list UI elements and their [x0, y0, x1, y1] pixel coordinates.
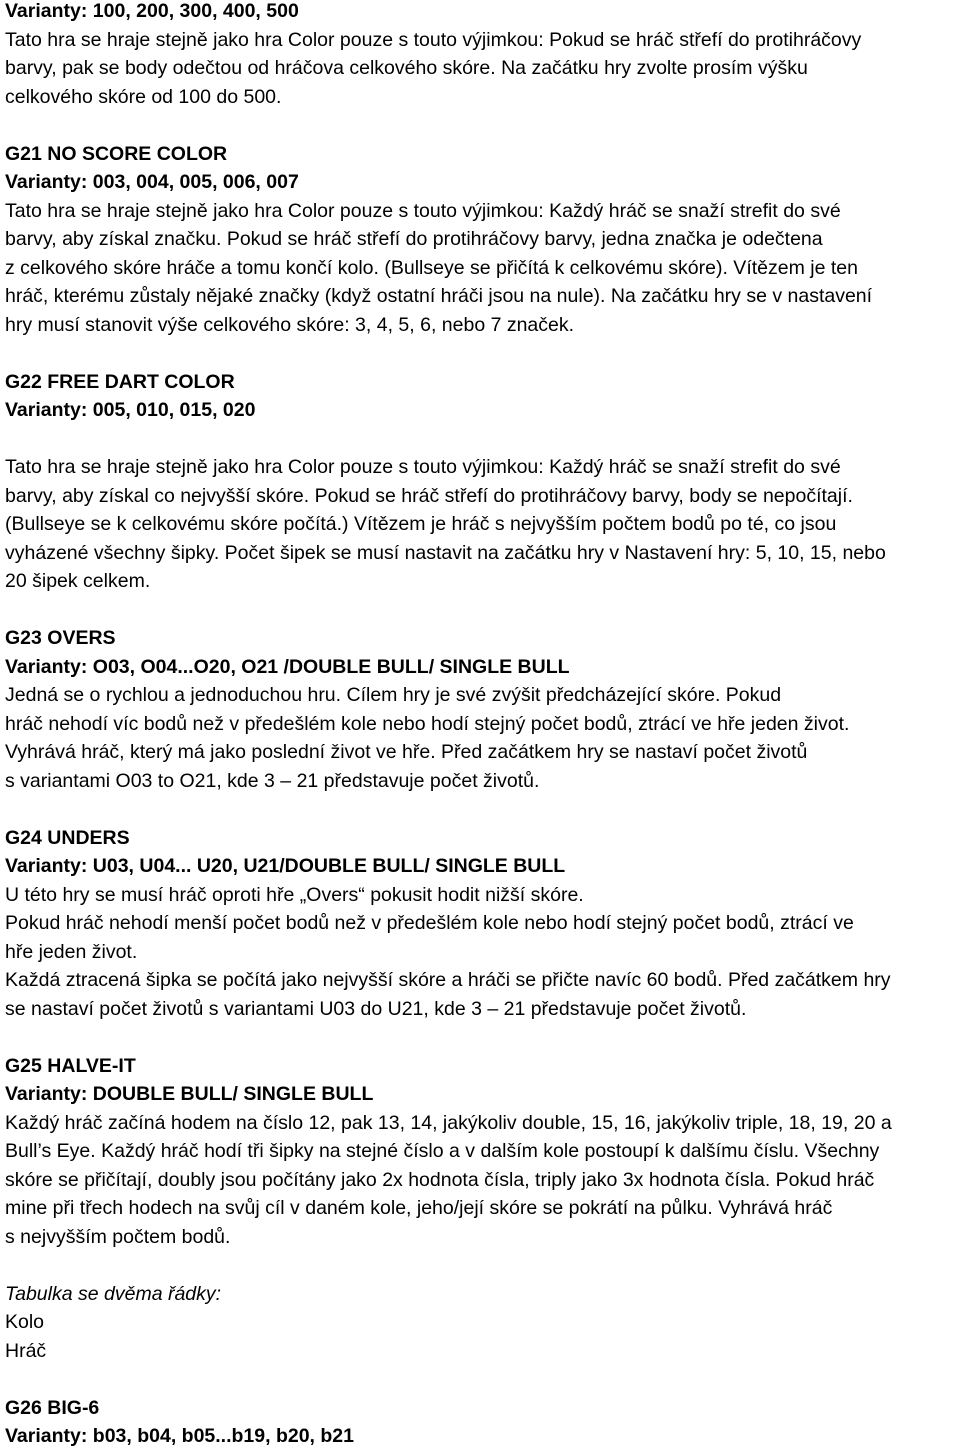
section-title: G26 BIG-6 [5, 1396, 100, 1419]
paragraph-line: z celkového skóre hráče a tomu končí kolo. (Bullseye se přičítá k celkovému skóre). Vítězem je ten [5, 256, 858, 279]
section-intro [5, 0, 956, 111]
paragraph-line: hráč, kterému zůstaly nějaké značky (když ostatní hráči jsou na nule). Na začátku hry se v nastavení [5, 285, 873, 307]
section-g21 [5, 140, 956, 340]
spacer [5, 111, 956, 140]
variants-line: Varianty: 005, 010, 015, 020 [5, 399, 256, 421]
paragraph-line: se nastaví počet životů s variantami U03 do U21, kde 3 – 21 představuje počet životů. [5, 997, 747, 1020]
section-title: G24 UNDERS [5, 826, 130, 849]
paragraph-line: mine při třech hodech na svůj cíl v daném kole, jeho/její skóre se pokrátí na půlku. Vyhrává hráč [5, 1197, 833, 1219]
paragraph-line: s variantami O03 to O21, kde 3 – 21 představuje počet životů. [5, 769, 540, 792]
section-title: G21 NO SCORE COLOR [5, 142, 228, 165]
spacer [5, 795, 956, 824]
paragraph-line: Bull’s Eye. Každý hráč hodí tři šipky na stejné číslo a v dalším kole postoupí k dalšímu číslu. Všechny [5, 1140, 880, 1162]
table-row-label: Hráč [5, 1339, 47, 1362]
paragraph-line: Pokud hráč nehodí menší počet bodů než v předešlém kole nebo hodí stejný počet bodů, ztrácí ve [5, 912, 854, 934]
paragraph-line: Jedná se o rychlou a jednoduchou hru. Cílem hry je své zvýšit předcházející skóre. Pokud [5, 684, 782, 706]
paragraph-line: skóre se přičítají, doubly jsou počítány jako 2x hodnota čísla, triply jako 3x hodnota čísla. Pokud hráč [5, 1168, 875, 1191]
spacer [5, 425, 956, 454]
paragraph-line: Tato hra se hraje stejně jako hra Color pouze s touto výjimkou: Každý hráč se snaží strefit do své [5, 456, 841, 478]
paragraph-line: barvy, aby získal značku. Pokud se hráč střefí do protihráčovy barvy, jedna značka je odečtena [5, 228, 823, 250]
variants-line: Varianty: 100, 200, 300, 400, 500 [5, 0, 299, 22]
spacer [5, 596, 956, 625]
section-g24 [5, 824, 956, 1024]
paragraph-line: (Bullseye se k celkovému skóre počítá.) Vítězem je hráč s nejvyšším počtem bodů po té, co jsou [5, 513, 837, 535]
section-title: G23 OVERS [5, 627, 116, 649]
section-g23 [5, 624, 956, 795]
paragraph-line: Každá ztracená šipka se počítá jako nejvyšší skóre a hráči se přičte navíc 60 bodů. Před začátkem hry [5, 969, 891, 991]
paragraph-line: vyházené všechny šipky. Počet šipek se musí nastavit na začátku hry v Nastavení hry: 5, 10, 15, nebo [5, 541, 886, 564]
paragraph-line: Každý hráč začíná hodem na číslo 12, pak 13, 14, jakýkoliv double, 15, 16, jakýkoliv triple, 18, 19, 20 a [5, 1111, 892, 1134]
variants-line: Varianty: U03, U04... U20, U21/DOUBLE BULL/ SINGLE BULL [5, 855, 566, 877]
section-g22 [5, 368, 956, 596]
paragraph-line: hráč nehodí víc bodů než v předešlém kole nebo hodí stejný počet bodů, ztrácí ve hře jeden život. [5, 712, 850, 735]
paragraph-line: hry musí stanovit výše celkového skóre: 3, 4, 5, 6, nebo 7 značek. [5, 313, 575, 336]
table-caption: Tabulka se dvěma řádky: [5, 1282, 222, 1305]
document-page [5, 0, 956, 1451]
spacer [5, 1365, 956, 1394]
variants-line: Varianty: DOUBLE BULL/ SINGLE BULL [5, 1083, 374, 1105]
paragraph-line: Vyhrává hráč, který má jako poslední život ve hře. Před začátkem hry se nastaví počet životů [5, 741, 808, 763]
paragraph-line: celkového skóre od 100 do 500. [5, 85, 282, 108]
paragraph-line: hře jeden život. [5, 940, 138, 963]
paragraph-line: s nejvyšším počtem bodů. [5, 1225, 231, 1248]
section-title: G25 HALVE-IT [5, 1054, 136, 1077]
spacer [5, 339, 956, 368]
variants-line: Varianty: b03, b04, b05...b19, b20, b21 [5, 1425, 354, 1447]
paragraph-line: 20 šipek celkem. [5, 570, 151, 592]
paragraph-line: barvy, pak se body odečtou od hráčova celkového skóre. Na začátku hry zvolte prosím výšku [5, 57, 808, 79]
paragraph-line: Tato hra se hraje stejně jako hra Color pouze s touto výjimkou: Každý hráč se snaží strefit do své [5, 199, 841, 222]
paragraph-line: U této hry se musí hráč oproti hře „Overs“ pokusit hodit nižší skóre. [5, 883, 584, 906]
table-row-label: Kolo [5, 1311, 45, 1333]
section-g26 [5, 1394, 956, 1451]
section-title: G22 FREE DART COLOR [5, 370, 235, 393]
spacer [5, 1251, 956, 1280]
paragraph-line: barvy, aby získal co nejvyšší skóre. Pokud se hráč střefí do protihráčovy barvy, body se nepočítají. [5, 484, 853, 507]
paragraph-line: Tato hra se hraje stejně jako hra Color pouze s touto výjimkou: Pokud se hráč střefí do protihráčovy [5, 28, 862, 51]
spacer [5, 1023, 956, 1052]
section-g25 [5, 1052, 956, 1366]
variants-line: Varianty: 003, 004, 005, 006, 007 [5, 171, 299, 193]
variants-line: Varianty: O03, O04...O20, O21 /DOUBLE BULL/ SINGLE BULL [5, 655, 570, 678]
